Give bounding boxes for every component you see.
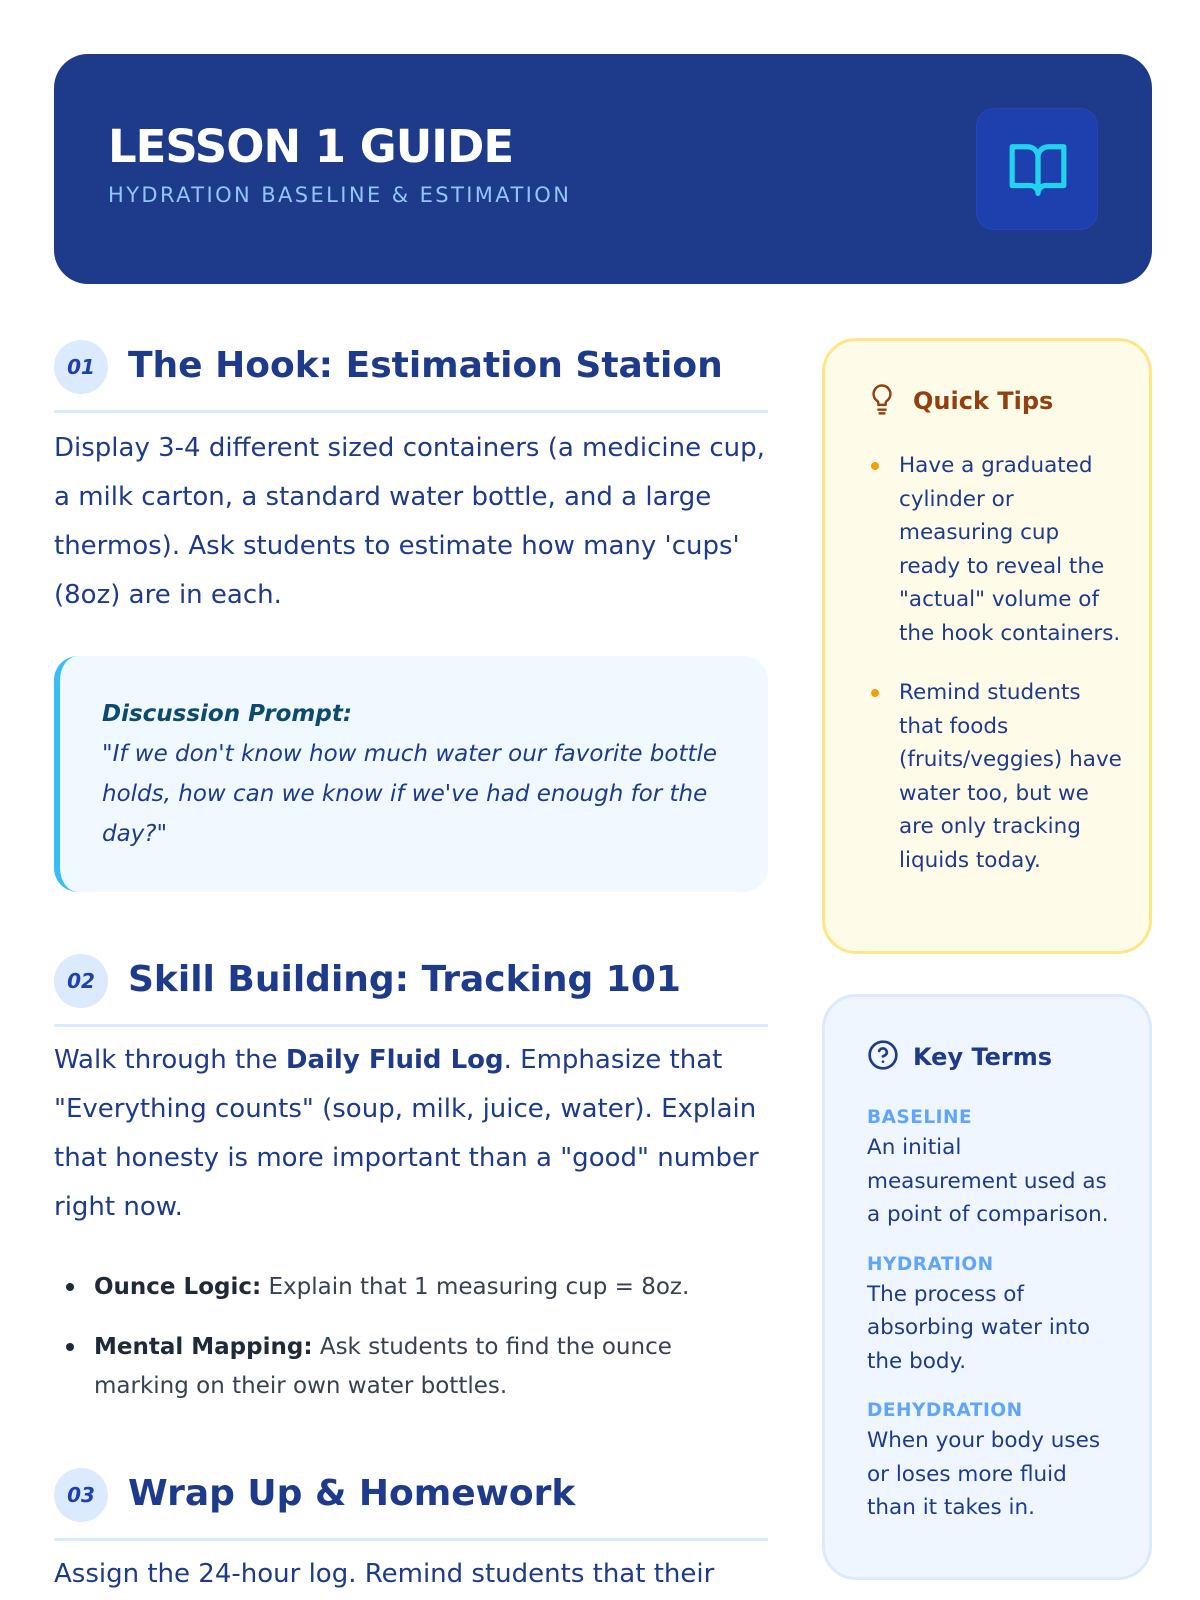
key-terms-card — [822, 994, 1152, 1580]
section-01-header — [54, 336, 768, 413]
book-icon-badge — [976, 108, 1098, 230]
section-03-body: Assign the 24-hour log. Remind students that their — [54, 1559, 715, 1589]
discussion-prompt-label: Discussion Prompt: — [102, 701, 353, 727]
key-terms-title: Key Terms — [913, 1043, 1053, 1071]
list-item — [867, 676, 1127, 877]
term-entry — [867, 1398, 1117, 1525]
lightbulb-icon — [867, 383, 897, 417]
term-definition: When your body uses or loses more fluid than it takes in. — [867, 1428, 1101, 1520]
term-entry — [867, 1105, 1117, 1232]
daily-fluid-log-term: Daily Fluid Log — [285, 1045, 504, 1075]
term-definition: An initial measurement used as a point of comparison. — [867, 1135, 1109, 1227]
bullet-term: Ounce Logic: — [94, 1274, 262, 1300]
section-02-body — [54, 1036, 768, 1232]
section-number-badge: 03 — [54, 1468, 108, 1522]
section-02-header — [54, 950, 768, 1027]
section-title: Skill Building: Tracking 101 — [128, 959, 681, 1000]
quick-tips-card — [822, 338, 1152, 954]
question-circle-icon — [867, 1039, 899, 1071]
term-word: BASELINE — [867, 1107, 973, 1128]
book-open-icon — [1007, 139, 1069, 201]
section-01-body: Display 3-4 different sized containers (a medicine cup, a milk carton, a standard water bottle, and a large thermos). Ask students to estimate how many 'cups' (8oz) are in each. — [54, 433, 765, 610]
bullet-dot — [871, 689, 879, 697]
term-entry — [867, 1252, 1117, 1379]
discussion-prompt-text: "If we don't know how much water our favorite bottle holds, how can we know if we've had enough for the day?" — [102, 741, 718, 847]
section-number-badge: 01 — [54, 340, 108, 394]
key-terms-list — [867, 1105, 1117, 1545]
skill-bullet-list — [54, 1268, 768, 1427]
bullet-dot — [66, 1343, 74, 1351]
bullet-dot — [66, 1283, 74, 1291]
section-title: The Hook: Estimation Station — [128, 345, 723, 386]
bullet-term: Mental Mapping: — [94, 1334, 313, 1360]
term-word: HYDRATION — [867, 1253, 994, 1275]
quick-tips-title: Quick Tips — [913, 387, 1054, 415]
bullet-text: Ask students to find the ounce marking on their own water bottles. — [94, 1334, 672, 1399]
page-title: LESSON 1 GUIDE — [108, 120, 514, 173]
list-item — [867, 449, 1127, 650]
discussion-prompt-box — [54, 656, 768, 892]
list-item — [54, 1328, 768, 1406]
page-subtitle: HYDRATION BASELINE & ESTIMATION — [108, 183, 572, 207]
body-text: . Emphasize that "Everything counts" (soup, milk, juice, water). Explain that honesty is more important than a "good" number right now. — [54, 1045, 759, 1222]
list-item — [54, 1268, 768, 1307]
section-title: Wrap Up & Homework — [128, 1473, 576, 1514]
section-number-badge: 02 — [54, 954, 108, 1008]
body-text: Walk through the — [54, 1045, 286, 1075]
term-definition: The process of absorbing water into the body. — [867, 1281, 1091, 1374]
header-banner — [54, 54, 1152, 284]
section-03-header — [54, 1464, 768, 1541]
quick-tips-list — [867, 449, 1127, 903]
bullet-dot — [871, 462, 879, 470]
bullet-text: Explain that 1 measuring cup = 8oz. — [261, 1274, 690, 1300]
tip-text: Remind students that foods (fruits/veggies) have water too, but we are only tracking liquids today. — [899, 680, 1122, 873]
tip-text: Have a graduated cylinder or measuring cup ready to reveal the "actual" volume of the hook containers. — [899, 453, 1121, 646]
term-word: DEHYDRATION — [867, 1400, 1023, 1421]
